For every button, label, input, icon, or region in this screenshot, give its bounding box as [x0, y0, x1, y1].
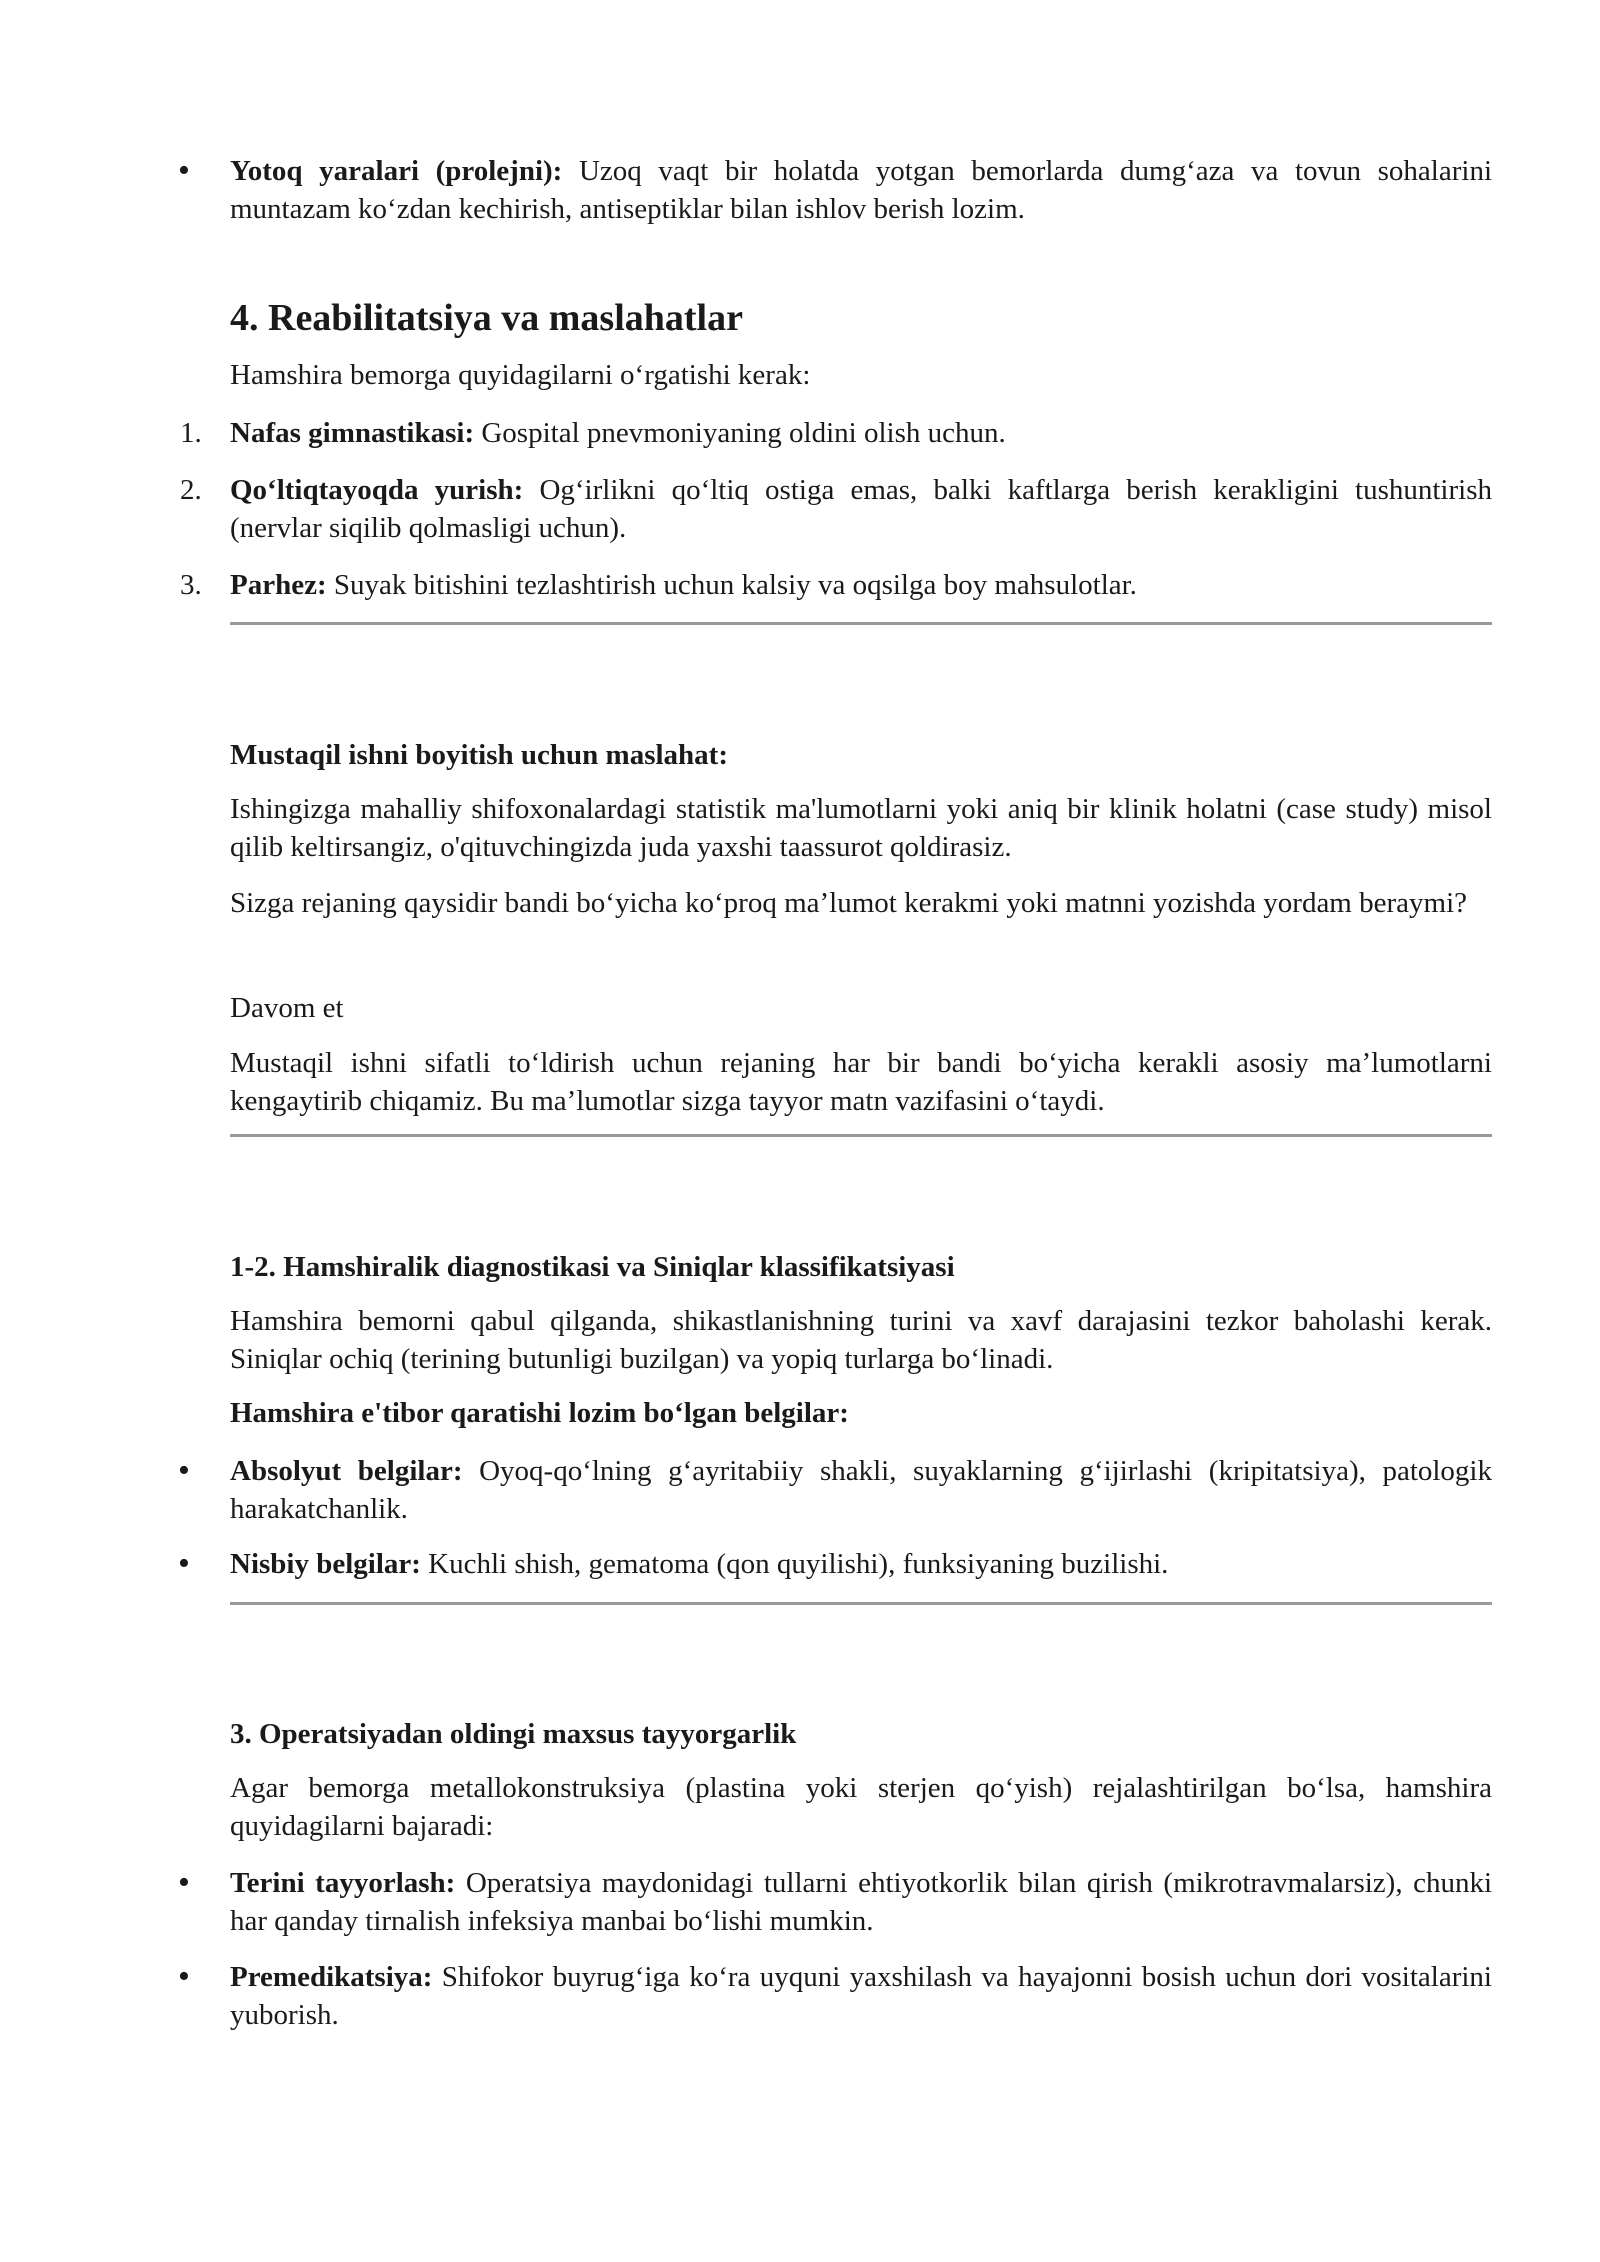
section-heading: 4. Reabilitatsiya va maslahatlar [230, 297, 743, 339]
bullet-marker: • [178, 1864, 190, 1901]
paragraph: Agar bemorga metallokonstruksiya (plastina yoki sterjen qo‘yish) rejalashtirilgan bo‘lsa, hamshira quyidagilarni bajaradi: [230, 1772, 1492, 1842]
numbered-item [180, 566, 1492, 604]
item-text: Operatsiya maydonidagi tullarni ehtiyotkorlik bilan qirish (mikrotravmalarsiz), chunki har qanday tirnalish infeksiya manbai bo‘lishi mumkin. [230, 1867, 1492, 1937]
subheading: Hamshira e'tibor qaratishi lozim bo‘lgan belgilar: [230, 1397, 849, 1429]
bullet-marker: • [178, 1452, 190, 1489]
paragraph: Hamshira bemorga quyidagilarni o‘rgatishi kerak: [230, 359, 811, 391]
section-heading: Mustaqil ishni boyitish uchun maslahat: [230, 739, 728, 771]
paragraph: Sizga rejaning qaysidir bandi bo‘yicha ko‘proq ma’lumot kerakmi yoki matnni yozishda yordam beraymi? [230, 887, 1468, 919]
item-term: Nafas gimnastikasi: [230, 417, 475, 449]
list-item [178, 152, 1492, 228]
paragraph: Davom et [230, 992, 344, 1024]
paragraph: Mustaqil ishni sifatli to‘ldirish uchun rejaning har bir bandi bo‘yicha kerakli asosiy ma’lumotlarni kengaytirib chiqamiz. Bu ma’lumotlar sizga tayyor matn vazifasini o‘taydi. [230, 1047, 1492, 1117]
item-text: Gospital pnevmoniyaning oldini olish uchun. [474, 417, 1006, 449]
bullet-marker: • [178, 1958, 190, 1995]
item-term: Absolyut belgilar: [230, 1455, 463, 1487]
item-text: Suyak bitishini tezlashtirish uchun kalsiy va oqsilga boy mahsulotlar. [326, 569, 1137, 601]
horizontal-rule [230, 1134, 1492, 1137]
item-text: Oyoq-qo‘lning g‘ayritabiiy shakli, suyaklarning g‘ijirlashi (kripitatsiya), patologik harakatchanlik. [230, 1455, 1492, 1525]
paragraph: Hamshira bemorni qabul qilganda, shikastlanishning turini va xavf darajasini tezkor baholashi kerak. Siniqlar ochiq (terining butunligi buzilgan) va yopiq turlarga bo‘linadi. [230, 1305, 1492, 1375]
bullet-marker: • [178, 1545, 190, 1582]
horizontal-rule [230, 622, 1492, 625]
item-term: Nisbiy belgilar: [230, 1548, 421, 1580]
item-text: Shifokor buyrug‘iga ko‘ra uyquni yaxshilash va hayajonni bosish uchun dori vositalarini yuborish. [230, 1961, 1492, 2031]
item-text: Kuchli shish, gematoma (qon quyilishi), funksiyaning buzilishi. [420, 1548, 1169, 1580]
item-text: Og‘irlikni qo‘ltiq ostiga emas, balki kaftlarga berish kerakligini tushuntirish (nervlar siqilib qolmasligi uchun). [230, 474, 1492, 544]
item-term: Yotoq yaralari (prolejni): [230, 155, 563, 187]
item-text: Uzoq vaqt bir holatda yotgan bemorlarda dumg‘aza va tovun sohalarini muntazam ko‘zdan kechirish, antiseptiklar bilan ishlov berish lozim. [230, 155, 1492, 225]
item-number: 1. [180, 417, 202, 449]
numbered-item [180, 471, 1492, 547]
list-item [178, 1958, 1492, 2034]
item-term: Terini tayyorlash: [230, 1867, 456, 1899]
paragraph: Ishingizga mahalliy shifoxonalardagi statistik ma'lumotlarni yoki aniq bir klinik holatni (case study) misol qilib keltirsangiz, o'qituvchingizda juda yaxshi taassurot qoldirasiz. [230, 793, 1492, 863]
item-term: Premedikatsiya: [230, 1961, 433, 1993]
list-item [178, 1452, 1492, 1528]
item-term: Parhez: [230, 569, 327, 601]
list-item [178, 1864, 1492, 1940]
item-term: Qo‘ltiqtayoqda yurish: [230, 474, 524, 506]
numbered-item [180, 414, 1492, 452]
item-number: 2. [180, 474, 202, 506]
bullet-marker: • [178, 152, 190, 189]
section-heading: 1-2. Hamshiralik diagnostikasi va Siniqlar klassifikatsiyasi [230, 1251, 955, 1283]
section-heading: 3. Operatsiyadan oldingi maxsus tayyorgarlik [230, 1718, 797, 1750]
horizontal-rule [230, 1602, 1492, 1605]
item-number: 3. [180, 569, 202, 601]
list-item [178, 1545, 1492, 1583]
